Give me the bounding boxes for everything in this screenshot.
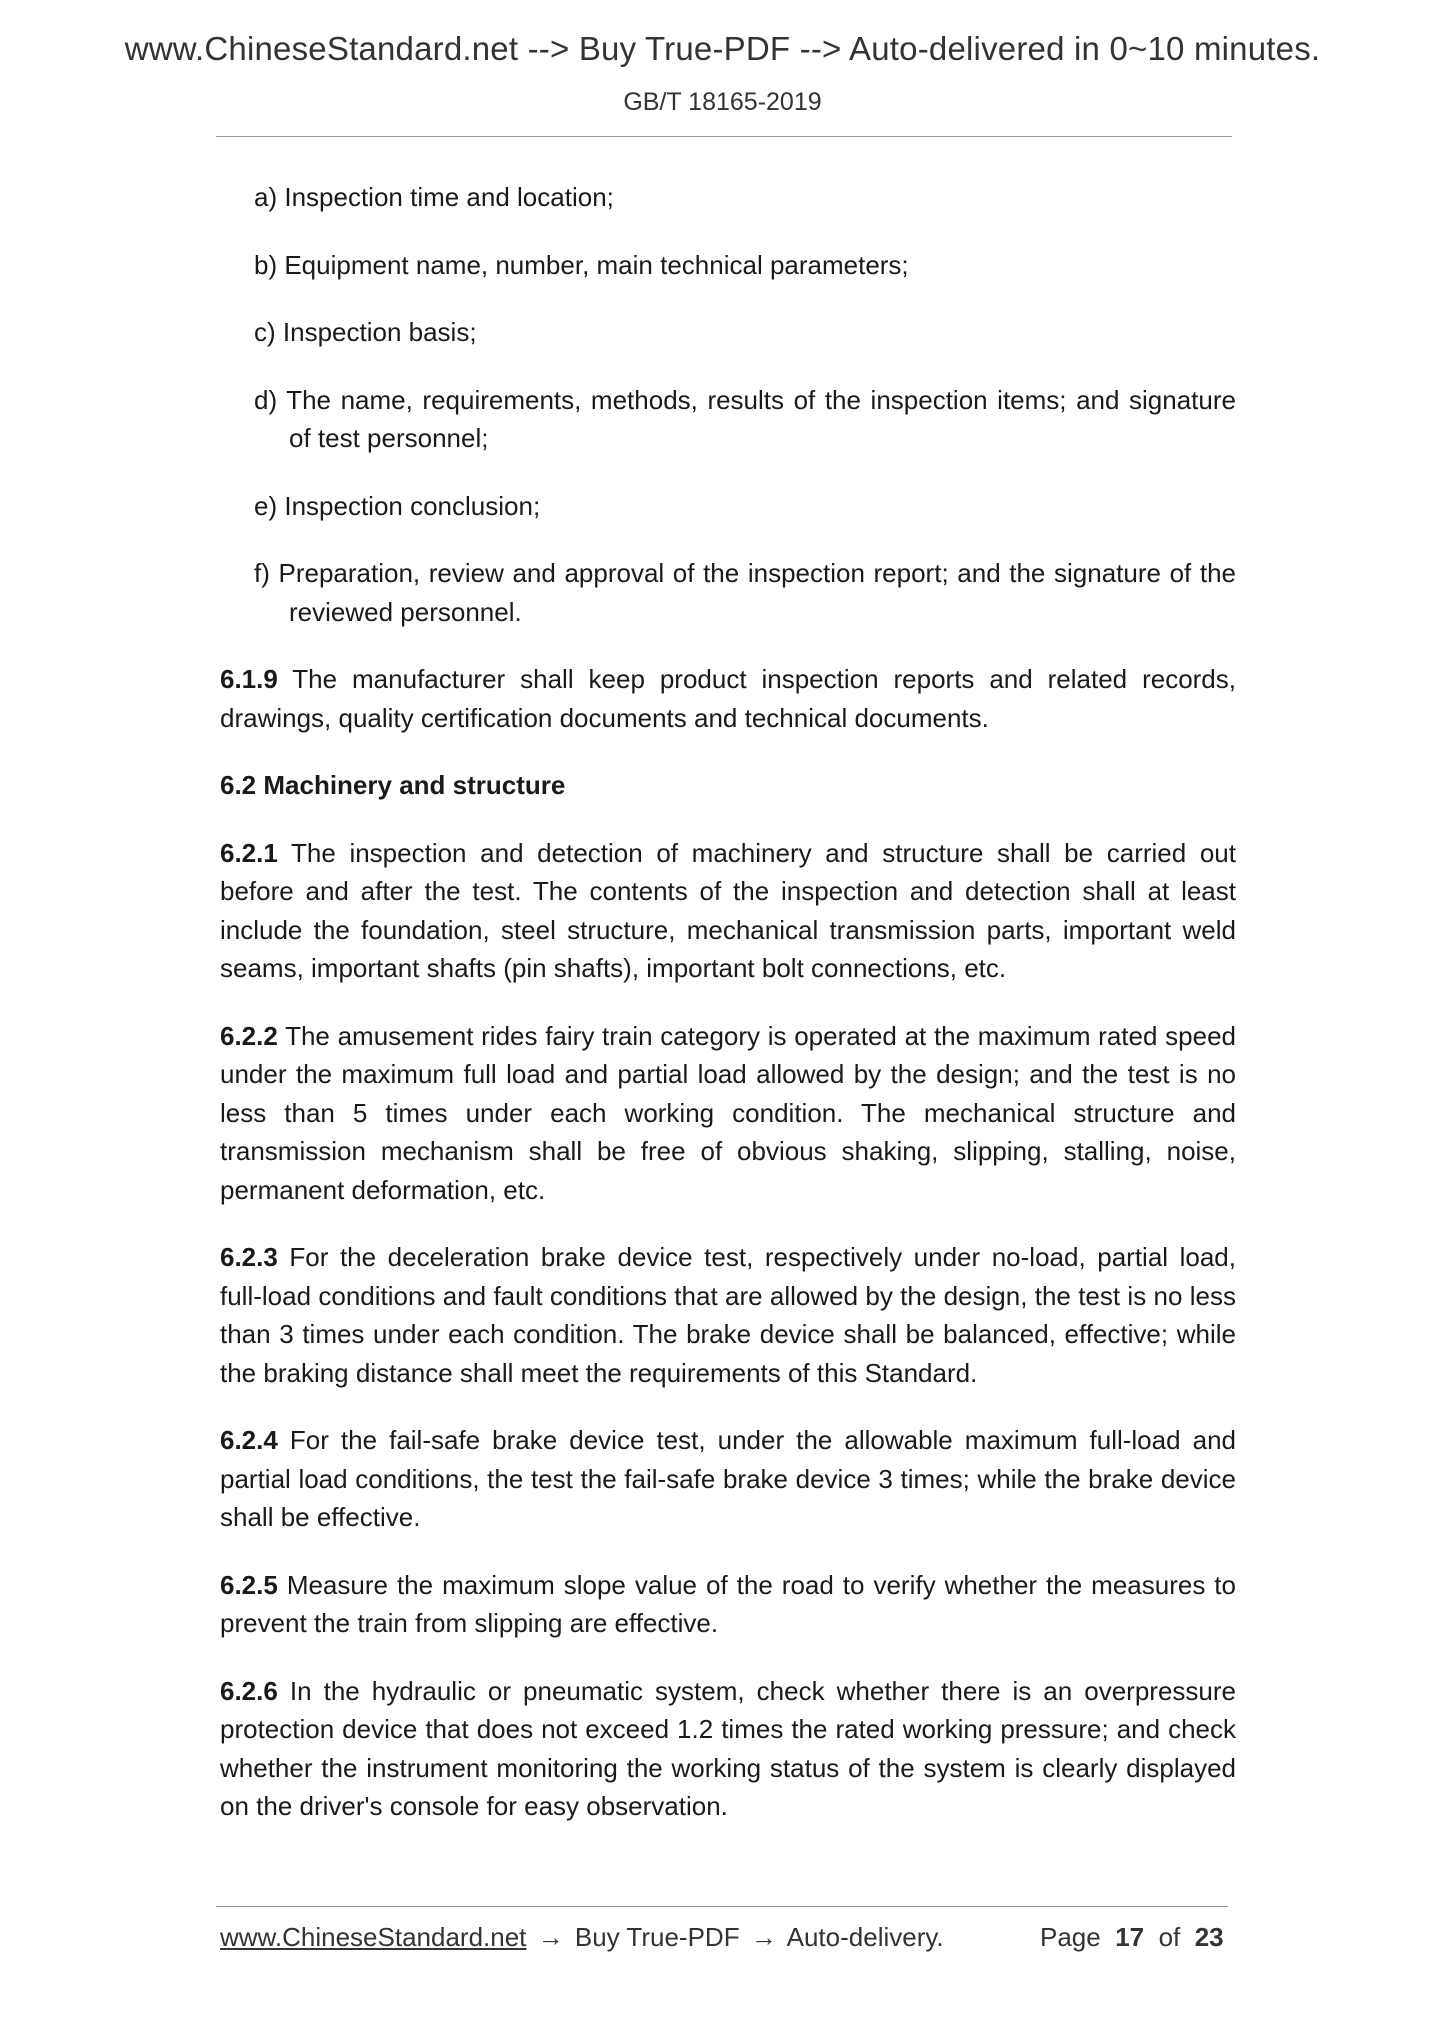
clause-number: 6.1.9 — [220, 664, 278, 694]
clause-6-2-2 — [220, 1017, 1236, 1210]
page-total: 23 — [1194, 1922, 1224, 1952]
footer-link[interactable]: www.ChineseStandard.net — [220, 1922, 527, 1952]
clause-number: 6.2.4 — [220, 1425, 278, 1455]
footer-delivery-text: Auto-delivery. — [786, 1922, 944, 1952]
clause-text: For the fail-safe brake device test, under the allowable maximum full-load and partial load conditions, the test the fail-safe brake device 3 times; while the brake device shall be effective. — [220, 1425, 1236, 1532]
clause-text: The manufacturer shall keep product inspection reports and related records, drawings, quality certification documents and technical documents. — [220, 664, 1236, 733]
section-heading: 6.2 Machinery and structure — [220, 770, 566, 800]
footer-divider — [216, 1906, 1228, 1907]
page-label: Page — [1040, 1922, 1101, 1952]
clause-text: Measure the maximum slope value of the road to verify whether the measures to prevent the train from slipping are effective. — [220, 1569, 1236, 1638]
clause-text: For the deceleration brake device test, respectively under no-load, partial load, full-load conditions and fault conditions that are allowed by the design, the test is no less than 3 times under each condition. The brake device shall be balanced, effective; while the braking distance shall meet the requirements of this Standard. — [220, 1242, 1236, 1388]
page-current: 17 — [1115, 1922, 1145, 1952]
page-of: of — [1158, 1922, 1181, 1952]
list-item: c) Inspection basis; — [254, 317, 477, 347]
list-item: b) Equipment name, number, main technical parameters; — [254, 249, 909, 280]
clause-6-2-1 — [220, 834, 1236, 988]
clause-6-2-4 — [220, 1421, 1236, 1537]
clause-number: 6.2.1 — [220, 837, 278, 868]
list-item: f) Preparation, review and approval of the inspection report; and the signature of the reviewed personnel. — [254, 558, 1236, 627]
clause-6-2-3 — [220, 1238, 1236, 1392]
clause-6-2-6 — [220, 1672, 1236, 1826]
main-content — [220, 178, 1236, 1855]
header-divider — [216, 136, 1232, 137]
clause-text: In the hydraulic or pneumatic system, check whether there is an overpressure protection device that does not exceed 1.2 times the rated working pressure; and check whether the instrument monitoring the working status of the system is clearly displayed on the driver's console for easy observation. — [220, 1675, 1236, 1821]
arrow-right-icon: → — [537, 1922, 564, 1952]
clause-6-1-9 — [220, 660, 1236, 737]
footer-promo — [220, 1922, 944, 1953]
clause-number: 6.2.2 — [220, 1020, 278, 1051]
footer-buy-text: Buy True-PDF — [574, 1922, 740, 1952]
top-banner: www.ChineseStandard.net --> Buy True-PDF --> Auto-delivered in 0~10 minutes. — [124, 30, 1321, 67]
clause-text: The amusement rides fairy train category is operated at the maximum rated speed under the maximum full load and partial load allowed by the design; and the test is no less than 5 times under each working condition. The mechanical structure and transmission mechanism shall be free of obvious shaking, slipping, stalling, noise, permanent deformation, etc. — [220, 1020, 1236, 1205]
clause-text: The inspection and detection of machinery and structure shall be carried out before and after the test. The contents of the inspection and detection shall at least include the foundation, steel structure, mechanical transmission parts, important weld seams, important shafts (pin shafts), important bolt connections, etc. — [220, 837, 1236, 983]
document-number: GB/T 18165-2019 — [623, 88, 822, 116]
list-item: d) The name, requirements, methods, results of the inspection items; and signature of test personnel; — [254, 384, 1236, 453]
clause-number: 6.2.3 — [220, 1242, 278, 1272]
clause-number: 6.2.6 — [220, 1675, 278, 1706]
arrow-right-icon: → — [750, 1922, 777, 1952]
page-indicator — [1040, 1922, 1224, 1953]
clause-number: 6.2.5 — [220, 1569, 278, 1600]
clause-6-2-5 — [220, 1566, 1236, 1643]
list-item: a) Inspection time and location; — [254, 182, 614, 212]
list-item: e) Inspection conclusion; — [254, 490, 541, 521]
